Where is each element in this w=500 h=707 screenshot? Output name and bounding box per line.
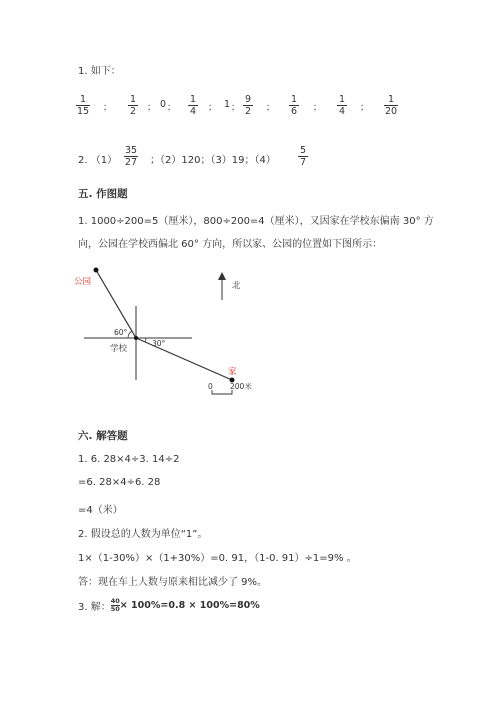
denominator: 4 [189, 106, 197, 117]
q1-sep-7: ； [313, 103, 323, 113]
solution-fraction [111, 598, 120, 613]
section-6-line-2: =6. 28×4÷6. 28 [78, 477, 161, 488]
angle-30-arc [145, 338, 146, 342]
scale-bar [212, 390, 232, 394]
section-6-line-1: 1. 6. 28×4÷3. 14÷2 [78, 454, 180, 465]
q1-zero: 0 [160, 99, 167, 110]
solution-prefix: 3. 解： [78, 602, 111, 613]
angle-60-label: 60° [114, 328, 128, 337]
q1-fraction-3 [188, 94, 198, 117]
home-line [136, 338, 232, 380]
q2-prefix: 2. （1） [78, 155, 118, 166]
section-5-line-1: 1. 1000÷200=5（厘米），800÷200=4（厘米），又因家在学校东偏南 30° 方 [78, 216, 434, 227]
numerator: 1 [338, 94, 346, 105]
q1-fraction-1 [76, 94, 90, 117]
denominator: 6 [290, 106, 298, 117]
numerator: 1 [290, 94, 298, 105]
numerator: 1 [189, 94, 197, 105]
denominator: 7 [299, 157, 307, 168]
numerator: 1 [129, 94, 137, 105]
q1-fraction-4 [243, 94, 253, 117]
q1-label: 1. 如下： [78, 66, 121, 77]
numerator: 5 [299, 145, 307, 156]
denominator: 15 [77, 106, 90, 117]
q1-sep-4: ； [208, 103, 218, 113]
solution-rest: × 100%=0.8 × 100%=80% [119, 600, 260, 611]
q1-sep-2: ； [147, 103, 157, 113]
numerator: 35 [125, 145, 138, 156]
numerator: 1 [80, 94, 87, 105]
section-6-line-3: =4（米） [78, 505, 123, 516]
q1-fraction-7 [384, 94, 398, 117]
q1-fraction-5 [289, 94, 299, 117]
q1-sep-1: ； [103, 103, 113, 113]
section-6-line-6: 答：现在车上人数与原来相比减少了 9%。 [78, 577, 268, 588]
denominator: 27 [125, 157, 138, 168]
q1-sep-6: ； [266, 103, 276, 113]
north-arrow-icon [218, 272, 226, 280]
section-6-line-5: 1×（1-30%）×（1+30%）=0. 91，（1-0. 91）÷1=9% 。 [78, 553, 357, 564]
q1-sep-5: ； [231, 103, 241, 113]
section-5-line-2: 向，公园在学校西偏北 60° 方向，所以家、公园的位置如下图所示： [78, 239, 383, 250]
angle-30-label: 30° [152, 339, 166, 348]
denominator: 2 [129, 106, 137, 117]
q1-fraction-2 [128, 94, 138, 117]
q1-one: 1 [224, 99, 231, 110]
angle-60-arc [128, 331, 132, 338]
north-label: 北 [232, 281, 241, 291]
q1-sep-8: ； [360, 103, 370, 113]
q1-fraction-6 [337, 94, 347, 117]
denominator: 2 [244, 106, 252, 117]
numerator: 40 [110, 597, 120, 605]
q2-middle: ；（2）120；（3）19；（4） [150, 155, 276, 166]
school-label: 学校 [110, 344, 128, 354]
park-point [94, 268, 99, 273]
scale-zero: 0 [208, 382, 213, 391]
denominator: 20 [385, 106, 398, 117]
q1-sep-3: ； [167, 103, 177, 113]
section-5-title: 五. 作图题 [78, 188, 128, 200]
park-label: 公园 [74, 277, 92, 287]
position-diagram [70, 262, 260, 398]
school-point [134, 336, 138, 340]
home-label: 家 [228, 367, 237, 377]
q2-fraction-2 [298, 145, 308, 168]
section-6-line-4: 2. 假设总的人数为单位“1”。 [78, 529, 208, 540]
denominator: 4 [338, 106, 346, 117]
scale-label: 200米 [230, 382, 252, 391]
numerator: 9 [244, 94, 252, 105]
q2-fraction-1 [124, 145, 138, 168]
denominator: 50 [110, 605, 120, 613]
numerator: 1 [388, 94, 395, 105]
section-6-line-7 [78, 598, 260, 613]
section-6-title: 六. 解答题 [78, 430, 128, 442]
